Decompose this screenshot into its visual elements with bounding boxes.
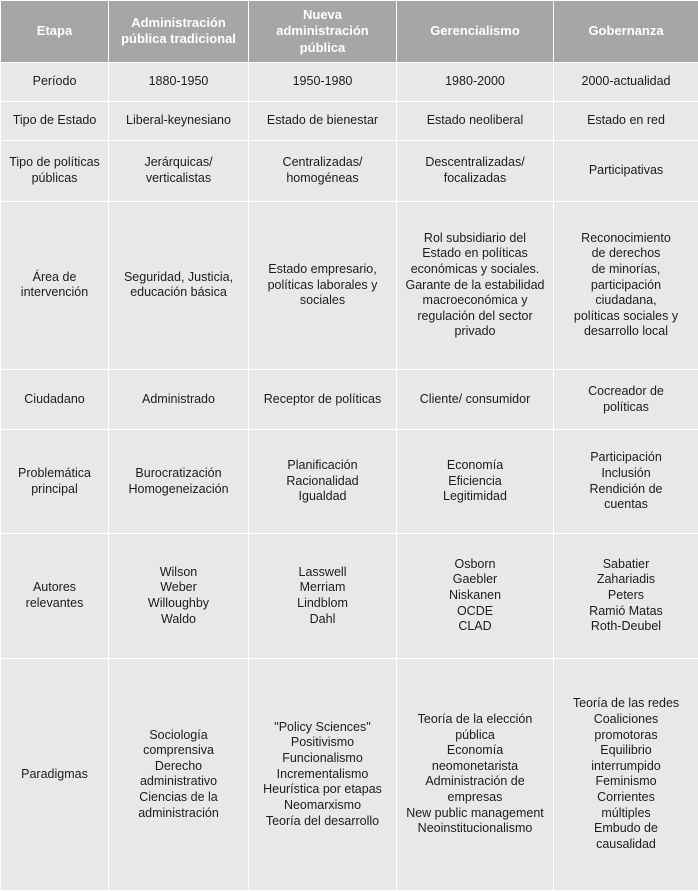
table-row	[1, 658, 698, 890]
cell-content	[257, 458, 388, 505]
row-header-cell: Autores relevantes	[1, 533, 109, 658]
table-cell	[249, 533, 397, 658]
cell-line: Lindblom	[297, 595, 348, 610]
cell-line: administración	[138, 805, 219, 820]
cell-line: Estado en políticas	[422, 246, 528, 261]
cell-content	[405, 392, 545, 408]
table-row	[1, 369, 698, 430]
table-cell	[249, 430, 397, 534]
cell-line: New public management	[406, 805, 544, 820]
table-cell	[554, 141, 698, 202]
cell-line: Igualdad	[298, 489, 347, 504]
cell-line: causalidad	[596, 836, 656, 851]
cell-line: 2000-actualidad	[581, 74, 671, 89]
table-cell	[109, 533, 249, 658]
cell-line: Garante de la estabilidad	[405, 277, 545, 292]
cell-line: múltiples	[601, 805, 651, 820]
cell-line: Waldo	[161, 611, 196, 626]
cell-line: Niskanen	[448, 588, 502, 603]
cell-content	[117, 392, 240, 408]
cell-line: Teoría de la elección	[417, 711, 533, 726]
row-header-cell: Problemática principal	[1, 430, 109, 534]
cell-content	[257, 565, 388, 628]
cell-line: de derechos	[591, 246, 661, 261]
cell-line: Estado de bienestar	[266, 113, 379, 128]
cell-line: políticas sociales y	[573, 308, 679, 323]
table-header	[1, 1, 698, 63]
cell-content	[405, 458, 545, 505]
cell-line: educación básica	[130, 285, 227, 300]
cell-line: Positivismo	[290, 735, 355, 750]
cell-line: desarrollo local	[583, 324, 669, 339]
cell-line: Roth-Deubel	[590, 619, 662, 634]
cell-line: 1950-1980	[292, 74, 353, 89]
cell-content	[405, 113, 545, 129]
table-body	[1, 62, 698, 890]
cell-line: OCDE	[456, 603, 494, 618]
table-cell	[554, 201, 698, 369]
cell-line: 1880-1950	[148, 74, 209, 89]
cell-line: Dahl	[309, 611, 336, 626]
cell-line: políticas	[603, 399, 649, 414]
cell-content	[117, 155, 240, 186]
cell-content	[117, 466, 240, 497]
cell-line: Zahariadis	[596, 572, 656, 587]
table-row	[1, 102, 698, 141]
table-cell	[554, 369, 698, 430]
table-cell	[249, 141, 397, 202]
cell-content	[257, 262, 388, 309]
cell-line: promotoras	[594, 727, 658, 742]
cell-line: Planificación	[287, 458, 358, 473]
column-header-administracion-publica-tradicional: Administración pública tradicional	[109, 1, 249, 63]
cell-line: Lasswell	[298, 564, 347, 579]
cell-line: Neoinstitucionalismo	[417, 821, 533, 836]
cell-content	[405, 712, 545, 837]
cell-line: Ramió Matas	[589, 603, 663, 618]
cell-line: Economía	[446, 458, 504, 473]
row-header-cell: Área de intervención	[1, 201, 109, 369]
cell-line: cuentas	[604, 497, 648, 512]
cell-line: Legitimidad	[443, 489, 507, 504]
cell-line: políticas laborales y	[267, 277, 378, 292]
cell-line: Racionalidad	[286, 473, 359, 488]
cell-line: económicas y sociales.	[410, 261, 540, 276]
cell-content	[562, 231, 690, 340]
cell-content	[405, 74, 545, 90]
cell-line: Cocreador de	[588, 383, 664, 398]
cell-content	[562, 384, 690, 415]
cell-line: Administración de	[425, 774, 525, 789]
column-header-nueva-administracion-publica: Nueva administración pública	[249, 1, 397, 63]
cell-line: Funcionalismo	[282, 751, 363, 765]
cell-content	[257, 74, 388, 90]
table-cell	[109, 62, 249, 101]
cell-content	[117, 565, 240, 628]
cell-content	[405, 557, 545, 635]
cell-content	[562, 557, 690, 635]
cell-line: participación	[590, 277, 662, 292]
cell-line: Receptor de políticas	[263, 391, 382, 406]
cell-line: Gaebler	[452, 572, 498, 587]
cell-line: macroeconómica y	[422, 293, 528, 308]
table-cell	[554, 658, 698, 890]
cell-line: Coaliciones	[593, 711, 659, 726]
column-header-etapa: Etapa	[1, 1, 109, 63]
cell-line: Administrado	[142, 391, 215, 406]
table-cell	[109, 201, 249, 369]
row-header-cell: Tipo de políticas públicas	[1, 141, 109, 202]
cell-line: Heurística por etapas	[263, 782, 382, 797]
cell-line: Derecho	[154, 758, 203, 773]
table-row	[1, 141, 698, 202]
cell-content	[257, 155, 388, 186]
cell-line: Wilson	[159, 564, 198, 579]
table-cell	[109, 369, 249, 430]
cell-line: Merriam	[299, 580, 346, 595]
cell-line: Estado empresario,	[268, 261, 377, 276]
table-cell	[397, 201, 554, 369]
cell-line: 1980-2000	[445, 74, 505, 89]
cell-line: Feminismo	[595, 774, 657, 789]
table-cell	[397, 102, 554, 141]
table-cell	[249, 102, 397, 141]
cell-content	[405, 155, 545, 186]
cell-line: Seguridad, Justicia,	[123, 269, 234, 284]
cell-line: interrumpido	[591, 758, 661, 773]
table-cell	[397, 430, 554, 534]
row-header-cell: Período	[1, 62, 109, 101]
cell-content	[257, 113, 388, 129]
cell-line: Ciencias de la	[139, 790, 218, 805]
table-cell	[554, 430, 698, 534]
cell-line: CLAD	[458, 619, 492, 634]
cell-line: Rendición de	[589, 481, 663, 496]
cell-line: Sociología	[149, 727, 208, 742]
table-cell	[397, 141, 554, 202]
cell-line: Weber	[160, 580, 197, 595]
cell-content	[562, 696, 690, 852]
table-cell	[109, 430, 249, 534]
cell-line: Descentralizadas/	[425, 155, 525, 170]
cell-content	[562, 163, 690, 179]
cell-line: Reconocimiento	[581, 230, 671, 245]
table-cell	[397, 658, 554, 890]
cell-line: Teoría de las redes	[572, 696, 680, 711]
cell-content	[117, 270, 240, 301]
cell-line: verticalistas	[145, 171, 212, 186]
cell-line: regulación del sector	[417, 308, 533, 323]
cell-line: Willoughby	[147, 595, 210, 610]
table-cell	[397, 369, 554, 430]
table-cell	[109, 658, 249, 890]
table-cell	[554, 62, 698, 101]
cell-line: Incrementalismo	[276, 766, 369, 781]
column-header-gerencialismo: Gerencialismo	[397, 1, 554, 63]
cell-line: Eficiencia	[448, 473, 502, 488]
cell-line: neomonetarista	[431, 758, 519, 773]
cell-line: Corrientes	[597, 790, 655, 805]
cell-line: privado	[454, 324, 496, 339]
cell-content	[257, 720, 388, 829]
cell-line: comprensiva	[143, 743, 214, 758]
cell-line: homogéneas	[286, 171, 359, 186]
table-cell	[397, 62, 554, 101]
cell-line: "Policy Sciences"	[274, 719, 371, 734]
cell-content	[405, 231, 545, 340]
cell-line: Homogeneización	[128, 481, 229, 496]
table-cell	[109, 141, 249, 202]
cell-line: Peters	[607, 588, 645, 603]
cell-line: de minorías,	[591, 261, 661, 276]
cell-line: Rol subsidiario del	[423, 230, 527, 245]
cell-line: pública	[455, 727, 495, 742]
table-cell	[554, 533, 698, 658]
table-cell	[554, 102, 698, 141]
cell-content	[117, 74, 240, 90]
table-cell	[249, 62, 397, 101]
cell-line: focalizadas	[443, 171, 507, 186]
table-row	[1, 430, 698, 534]
table-row	[1, 533, 698, 658]
row-header-cell: Paradigmas	[1, 658, 109, 890]
cell-line: Inclusión	[601, 466, 651, 481]
cell-content	[562, 74, 690, 90]
row-header-cell: Ciudadano	[1, 369, 109, 430]
cell-line: Liberal-keynesiano	[126, 113, 231, 128]
cell-content	[117, 728, 240, 822]
cell-line: Equilibrio	[600, 743, 652, 758]
table-cell	[397, 533, 554, 658]
cell-line: Sabatier	[602, 556, 650, 571]
cell-line: Estado neoliberal	[426, 113, 524, 128]
cell-line: empresas	[447, 790, 503, 805]
cell-content	[117, 113, 240, 129]
table-cell	[249, 201, 397, 369]
cell-line: Estado en red	[587, 113, 665, 128]
column-header-gobernanza: Gobernanza	[554, 1, 698, 63]
cell-line: Participativas	[588, 163, 664, 178]
cell-line: Centralizadas/	[282, 155, 363, 170]
table-cell	[109, 102, 249, 141]
cell-content	[562, 113, 690, 129]
table-cell	[249, 369, 397, 430]
cell-line: Economía	[446, 743, 504, 758]
cell-line: Osborn	[454, 556, 496, 571]
table-row	[1, 201, 698, 369]
cell-line: sociales	[299, 293, 346, 308]
cell-line: Burocratización	[135, 466, 222, 481]
cell-line: Embudo de	[594, 821, 658, 836]
cell-line: Cliente/ consumidor	[419, 391, 531, 406]
cell-line: Participación	[590, 450, 662, 465]
cell-line: Neomarxismo	[283, 797, 362, 812]
table-header-row	[1, 1, 698, 63]
cell-content	[257, 392, 388, 408]
cell-line: ciudadana,	[595, 293, 657, 308]
table-row	[1, 62, 698, 101]
cell-content	[562, 450, 690, 513]
cell-line: Teoría del desarrollo	[265, 813, 380, 828]
cell-line: administrativo	[139, 774, 218, 789]
table-cell	[249, 658, 397, 890]
cell-line: Jerárquicas/	[144, 155, 213, 170]
row-header-cell: Tipo de Estado	[1, 102, 109, 141]
